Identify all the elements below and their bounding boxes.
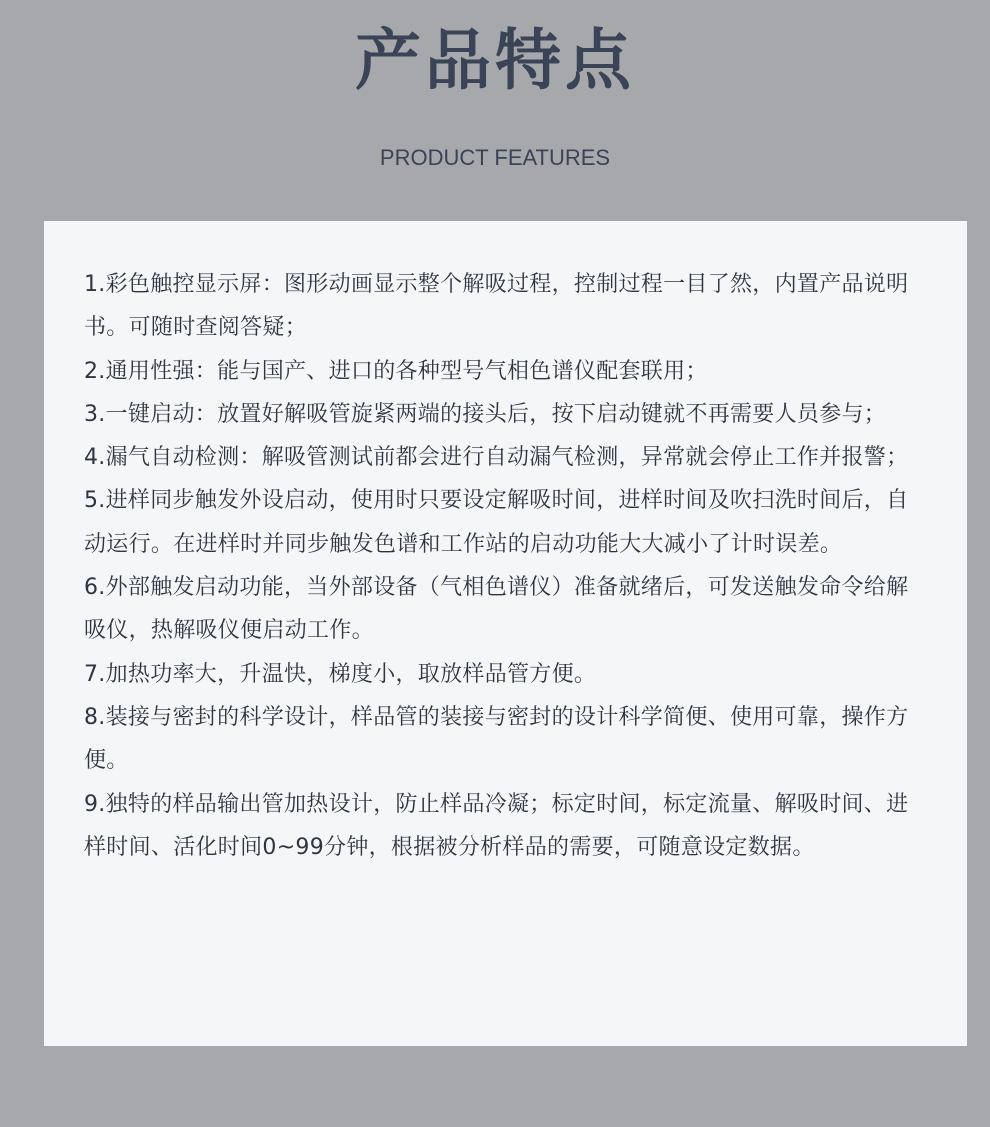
feature-item-3: 3.一键启动：放置好解吸管旋紧两端的接头后，按下启动键就不再需要人员参与； [84,401,887,427]
features-panel [44,221,967,1046]
feature-item-4: 4.漏气自动检测：解吸管测试前都会进行自动漏气检测，异常就会停止工作并报警； [84,445,909,471]
feature-item-9: 9.独特的样品输出管加热设计，防止样品冷凝；标定时间，标定流量、解吸时间、进样时间、活化时间0~99分钟，根据被分析样品的需要，可随意设定数据。 [84,791,909,860]
feature-item-1: 1.彩色触控显示屏：图形动画显示整个解吸过程，控制过程一目了然，内置产品说明书。可随时查阅答疑； [84,272,909,341]
page-title: 产品特点 [355,22,635,99]
feature-item-6: 6.外部触发启动功能，当外部设备（气相色谱仪）准备就绪后，可发送触发命令给解吸仪，热解吸仪便启动工作。 [84,575,909,644]
page-subtitle: PRODUCT FEATURES [379,145,611,170]
feature-item-2: 2.通用性强：能与国产、进口的各种型号气相色谱仪配套联用； [84,358,708,384]
feature-item-5: 5.进样同步触发外设启动，使用时只要设定解吸时间，进样时间及吹扫洗时间后，自动运行。在进样时并同步触发色谱和工作站的启动功能大大减小了计时误差。 [84,488,909,557]
feature-item-8: 8.装接与密封的科学设计，样品管的装接与密封的设计科学简便、使用可靠，操作方便。 [84,704,909,774]
bottom-background [0,1078,990,1127]
feature-item-7: 7.加热功率大，升温快，梯度小，取放样品管方便。 [84,661,597,687]
